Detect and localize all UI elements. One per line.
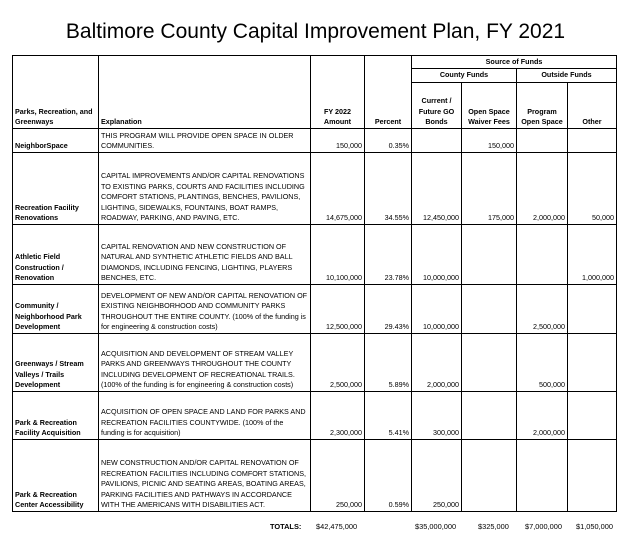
table-row: [13, 392, 617, 440]
row-program-open-space: 2,000,000: [517, 392, 568, 440]
row-program-open-space: 500,000: [517, 334, 568, 392]
row-waiver-fees: [462, 440, 517, 512]
row-other: [568, 129, 617, 153]
row-name: Recreation Facility Renovations: [13, 153, 99, 225]
header-program-open-space: Program Open Space: [517, 83, 568, 129]
row-name: Greenways / Stream Valleys / Trails Development: [13, 334, 99, 392]
row-program-open-space: [517, 129, 568, 153]
row-program-open-space: 2,000,000: [517, 153, 568, 225]
row-go-bonds: 10,000,000: [412, 285, 462, 334]
row-waiver-fees: [462, 392, 517, 440]
totals-label: TOTALS:: [270, 522, 302, 531]
row-other: [568, 392, 617, 440]
header-go-bonds: Current / Future GO Bonds: [412, 83, 462, 129]
header-amount: FY 2022 Amount: [311, 56, 365, 129]
page-title: Baltimore County Capital Improvement Plan, FY 2021: [65, 20, 566, 43]
row-other: [568, 334, 617, 392]
row-program-open-space: [517, 225, 568, 285]
row-name: Park & Recreation Center Accessibility: [13, 440, 99, 512]
row-go-bonds: 12,450,000: [412, 153, 462, 225]
row-amount: 14,675,000: [311, 153, 365, 225]
header-explanation: Explanation: [99, 56, 311, 129]
header-other: Other: [568, 83, 617, 129]
row-go-bonds: 300,000: [412, 392, 462, 440]
row-other: 1,000,000: [568, 225, 617, 285]
row-waiver-fees: [462, 334, 517, 392]
row-amount: 10,100,000: [311, 225, 365, 285]
row-go-bonds: 250,000: [412, 440, 462, 512]
row-explanation: THIS PROGRAM WILL PROVIDE OPEN SPACE IN OLDER COMMUNITIES.: [99, 129, 311, 153]
header-percent: Percent: [365, 56, 412, 129]
row-amount: 2,300,000: [311, 392, 365, 440]
row-amount: 12,500,000: [311, 285, 365, 334]
header-category: Parks, Recreation, and Greenways: [13, 56, 99, 129]
row-explanation: DEVELOPMENT OF NEW AND/OR CAPITAL RENOVATION OF EXISTING NEIGHBORHOOD AND COMMUNITY PARKS THROUGHOUT THE ENTIRE COUNTY. (100% of the funding is for engineering & construction costs): [99, 285, 311, 334]
row-program-open-space: [517, 440, 568, 512]
header-outside-funds: Outside Funds: [517, 69, 617, 83]
row-explanation: ACQUISITION AND DEVELOPMENT OF STREAM VALLEY PARKS AND GREENWAYS THROUGHOUT THE COUNTY INCLUDING DEVELOPMENT OF RECREATIONAL TRAILS. (100% of the funding is for engineering & construction costs): [99, 334, 311, 392]
row-percent: 5.41%: [365, 392, 412, 440]
row-waiver-fees: 175,000: [462, 153, 517, 225]
row-explanation: CAPITAL IMPROVEMENTS AND/OR CAPITAL RENOVATIONS TO EXISTING PARKS, COURTS AND FACILITIES INCLUDING COMFORT STATIONS, PLANTINGS, BENCHES, PAVILIONS, LIGHTING, SIDEWALKS, FOUNTAINS, BOAT RAMPS, ROADWAY, PARKING, AND PAVING, ETC.: [99, 153, 311, 225]
table-row: [13, 225, 617, 285]
row-amount: 2,500,000: [311, 334, 365, 392]
totals-go-bonds: $35,000,000: [415, 522, 457, 531]
row-explanation: CAPITAL RENOVATION AND NEW CONSTRUCTION OF NATURAL AND SYNTHETIC ATHLETIC FIELDS AND BALL DIAMONDS, INCLUDING FENCING, LIGHTING, PLAYERS BENCHES, ETC.: [99, 225, 311, 285]
table-row: [13, 153, 617, 225]
row-program-open-space: 2,500,000: [517, 285, 568, 334]
row-percent: 5.89%: [365, 334, 412, 392]
row-waiver-fees: 150,000: [462, 129, 517, 153]
totals-waiver-fees: $325,000: [478, 522, 509, 531]
row-amount: 150,000: [311, 129, 365, 153]
row-other: [568, 285, 617, 334]
table-row: [13, 334, 617, 392]
totals-other: $1,050,000: [576, 522, 613, 531]
row-other: 50,000: [568, 153, 617, 225]
capital-plan-table: [12, 55, 617, 512]
row-name: NeighborSpace: [13, 129, 99, 153]
totals-program-open-space: $7,000,000: [525, 522, 562, 531]
row-name: Community / Neighborhood Park Development: [13, 285, 99, 334]
row-explanation: ACQUISITION OF OPEN SPACE AND LAND FOR PARKS AND RECREATION FACILITIES COUNTYWIDE. (100% of the funding is for acquisition): [99, 392, 311, 440]
row-go-bonds: 2,000,000: [412, 334, 462, 392]
row-amount: 250,000: [311, 440, 365, 512]
row-percent: 29.43%: [365, 285, 412, 334]
row-explanation: NEW CONSTRUCTION AND/OR CAPITAL RENOVATION OF RECREATION FACILITIES INCLUDING COMFORT STATIONS, PAVILIONS, PICNIC AND SEATING AREAS, BOATING AREAS, PARKING FACILITIES AND PATHWAYS IN ACCORDANCE WITH THE AMERICANS WITH DISABILITIES ACT.: [99, 440, 311, 512]
header-waiver-fees: Open Space Waiver Fees: [462, 83, 517, 129]
table-row: [13, 440, 617, 512]
row-name: Athletic Field Construction / Renovation: [13, 225, 99, 285]
row-percent: 23.78%: [365, 225, 412, 285]
table-row: [13, 129, 617, 153]
row-other: [568, 440, 617, 512]
row-percent: 0.59%: [365, 440, 412, 512]
row-waiver-fees: [462, 225, 517, 285]
row-go-bonds: [412, 129, 462, 153]
row-percent: 0.35%: [365, 129, 412, 153]
row-go-bonds: 10,000,000: [412, 225, 462, 285]
row-percent: 34.55%: [365, 153, 412, 225]
header-source-of-funds: Source of Funds: [412, 56, 617, 69]
totals-amount: $42,475,000: [316, 522, 358, 531]
table-row: [13, 285, 617, 334]
header-county-funds: County Funds: [412, 69, 517, 83]
row-name: Park & Recreation Facility Acquisition: [13, 392, 99, 440]
row-waiver-fees: [462, 285, 517, 334]
